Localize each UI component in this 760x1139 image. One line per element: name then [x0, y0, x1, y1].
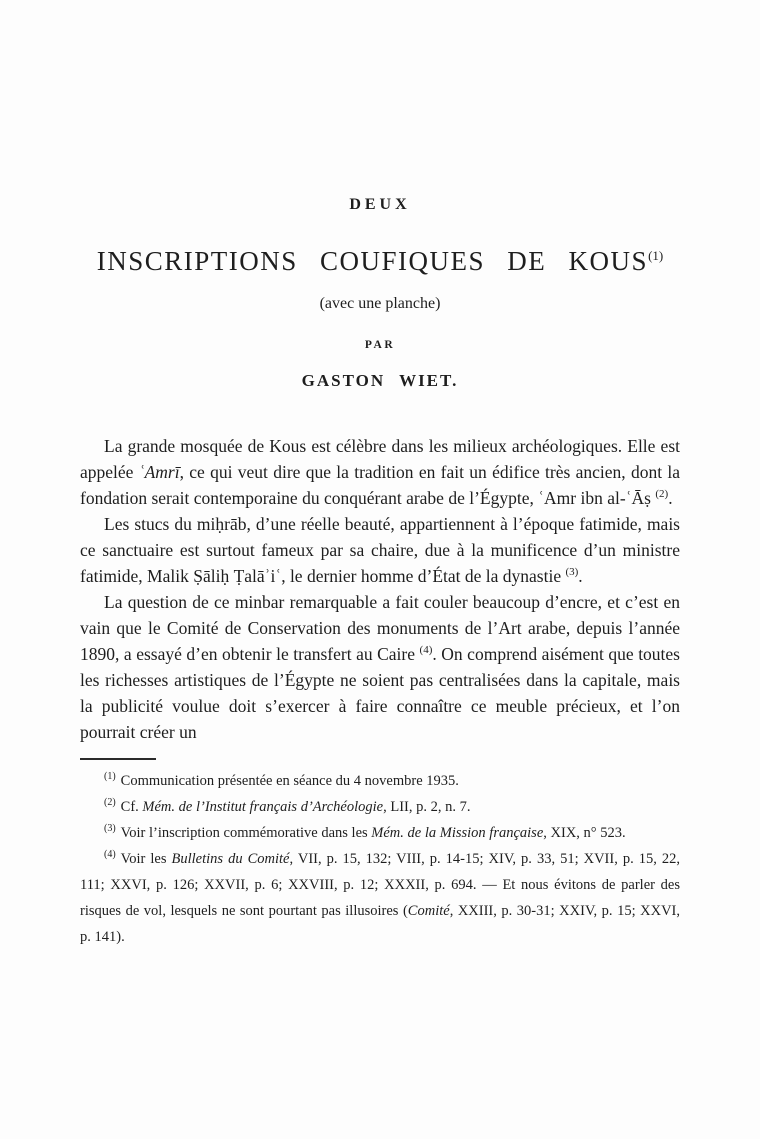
- footnote-marker: (3): [104, 823, 116, 835]
- text-run: Cf.: [120, 799, 143, 815]
- text-run: , XIX, n° 523.: [543, 825, 626, 841]
- footnote-marker: (2): [104, 797, 116, 809]
- footnote-separator-rule: [80, 758, 156, 760]
- paragraph: [80, 511, 680, 589]
- text-run: Les stucs du miḥrāb, d’une réelle beauté, appartiennent à l’époque fatimide, mais ce sanctuaire est surtout fameux par sa chaire, due à la munificence d’un ministre fatimide, Malik Ṣāliḥ Ṭalāʾiʿ, le dernier homme d’État de la dynastie: [80, 514, 680, 586]
- article-title: [80, 244, 680, 278]
- text-run: ʿAmrī: [138, 462, 180, 482]
- footnote: [80, 794, 680, 820]
- text-run: Communication présentée en séance du 4 novembre 1935.: [120, 773, 459, 789]
- footnote-marker: (4): [104, 849, 116, 861]
- text-run: , VII, p. 15, 132; VIII, p. 14-15; XIV, p. 33, 51; XVII, p. 15, 22, 111; XXVI, p. 126; XXVII, p. 6; XXVIII, p. 12; XXXII, p. 694. — Et nous évitons de parler des risques de vol, lesquels ne sont pourtant pas illusoires (: [80, 851, 680, 919]
- footnote-marker: (1): [104, 771, 116, 783]
- text-run: Mém. de la Mission française: [371, 825, 544, 841]
- text-run: La grande mosquée de Kous est célèbre dans les milieux archéologiques. Elle est appelée: [80, 436, 680, 482]
- title-footnote-ref: (1): [648, 248, 664, 263]
- text-run: , ce qui veut dire que la tradition en fait un édifice très ancien, dont la fondation serait contemporaine du conquérant arabe de l’Égypte, ʿAmr ibn al-ʿĀṣ: [80, 462, 680, 508]
- paragraph: [80, 589, 680, 745]
- text-run: , XXIII, p. 30-31; XXIV, p. 15; XXVI, p. 141).: [80, 903, 680, 945]
- footnote: [80, 820, 680, 846]
- text-run: Voir l’inscription commémorative dans les: [120, 825, 372, 841]
- article-pretitle: DEUX: [349, 196, 411, 213]
- footnote-ref: (3): [565, 566, 579, 579]
- paragraph: [80, 433, 680, 511]
- author-name: GASTON WIET.: [301, 371, 459, 390]
- footnote: [80, 768, 680, 794]
- body-paragraphs: [80, 433, 680, 745]
- text-run: , LII, p. 2, n. 7.: [383, 799, 471, 815]
- footnotes-list: [80, 768, 680, 950]
- footnote-ref: (4): [419, 644, 433, 657]
- text-run: Bulletins du Comité: [171, 851, 290, 867]
- text-run: .: [668, 488, 673, 508]
- text-block: [80, 0, 680, 950]
- text-run: La question de ce minbar remarquable a fait couler beaucoup d’encre, et c’est en vain que le Comité de Conservation des monuments de l’Art arabe, depuis l’année 1890, a essayé d’en obtenir le transfert au Caire: [80, 592, 680, 664]
- text-run: Mém. de l’Institut français d’Archéologie: [142, 799, 384, 815]
- article-subtitle: (avec une planche): [319, 295, 441, 312]
- text-run: . On comprend aisément que toutes les richesses artistiques de l’Égypte ne soient pas centralisées dans la capitale, mais la publicité voulue doit s’exercer à faire connaître ce meuble précieux, et l’on pourrait créer un: [80, 644, 680, 742]
- footnote: [80, 846, 680, 950]
- footnote-ref: (2): [655, 488, 669, 501]
- byline-label: PAR: [364, 339, 396, 351]
- article-title-text: INSCRIPTIONS COUFIQUES DE KOUS: [96, 246, 649, 276]
- text-run: .: [578, 566, 583, 586]
- text-run: Comité: [407, 903, 450, 919]
- text-run: Voir les: [120, 851, 172, 867]
